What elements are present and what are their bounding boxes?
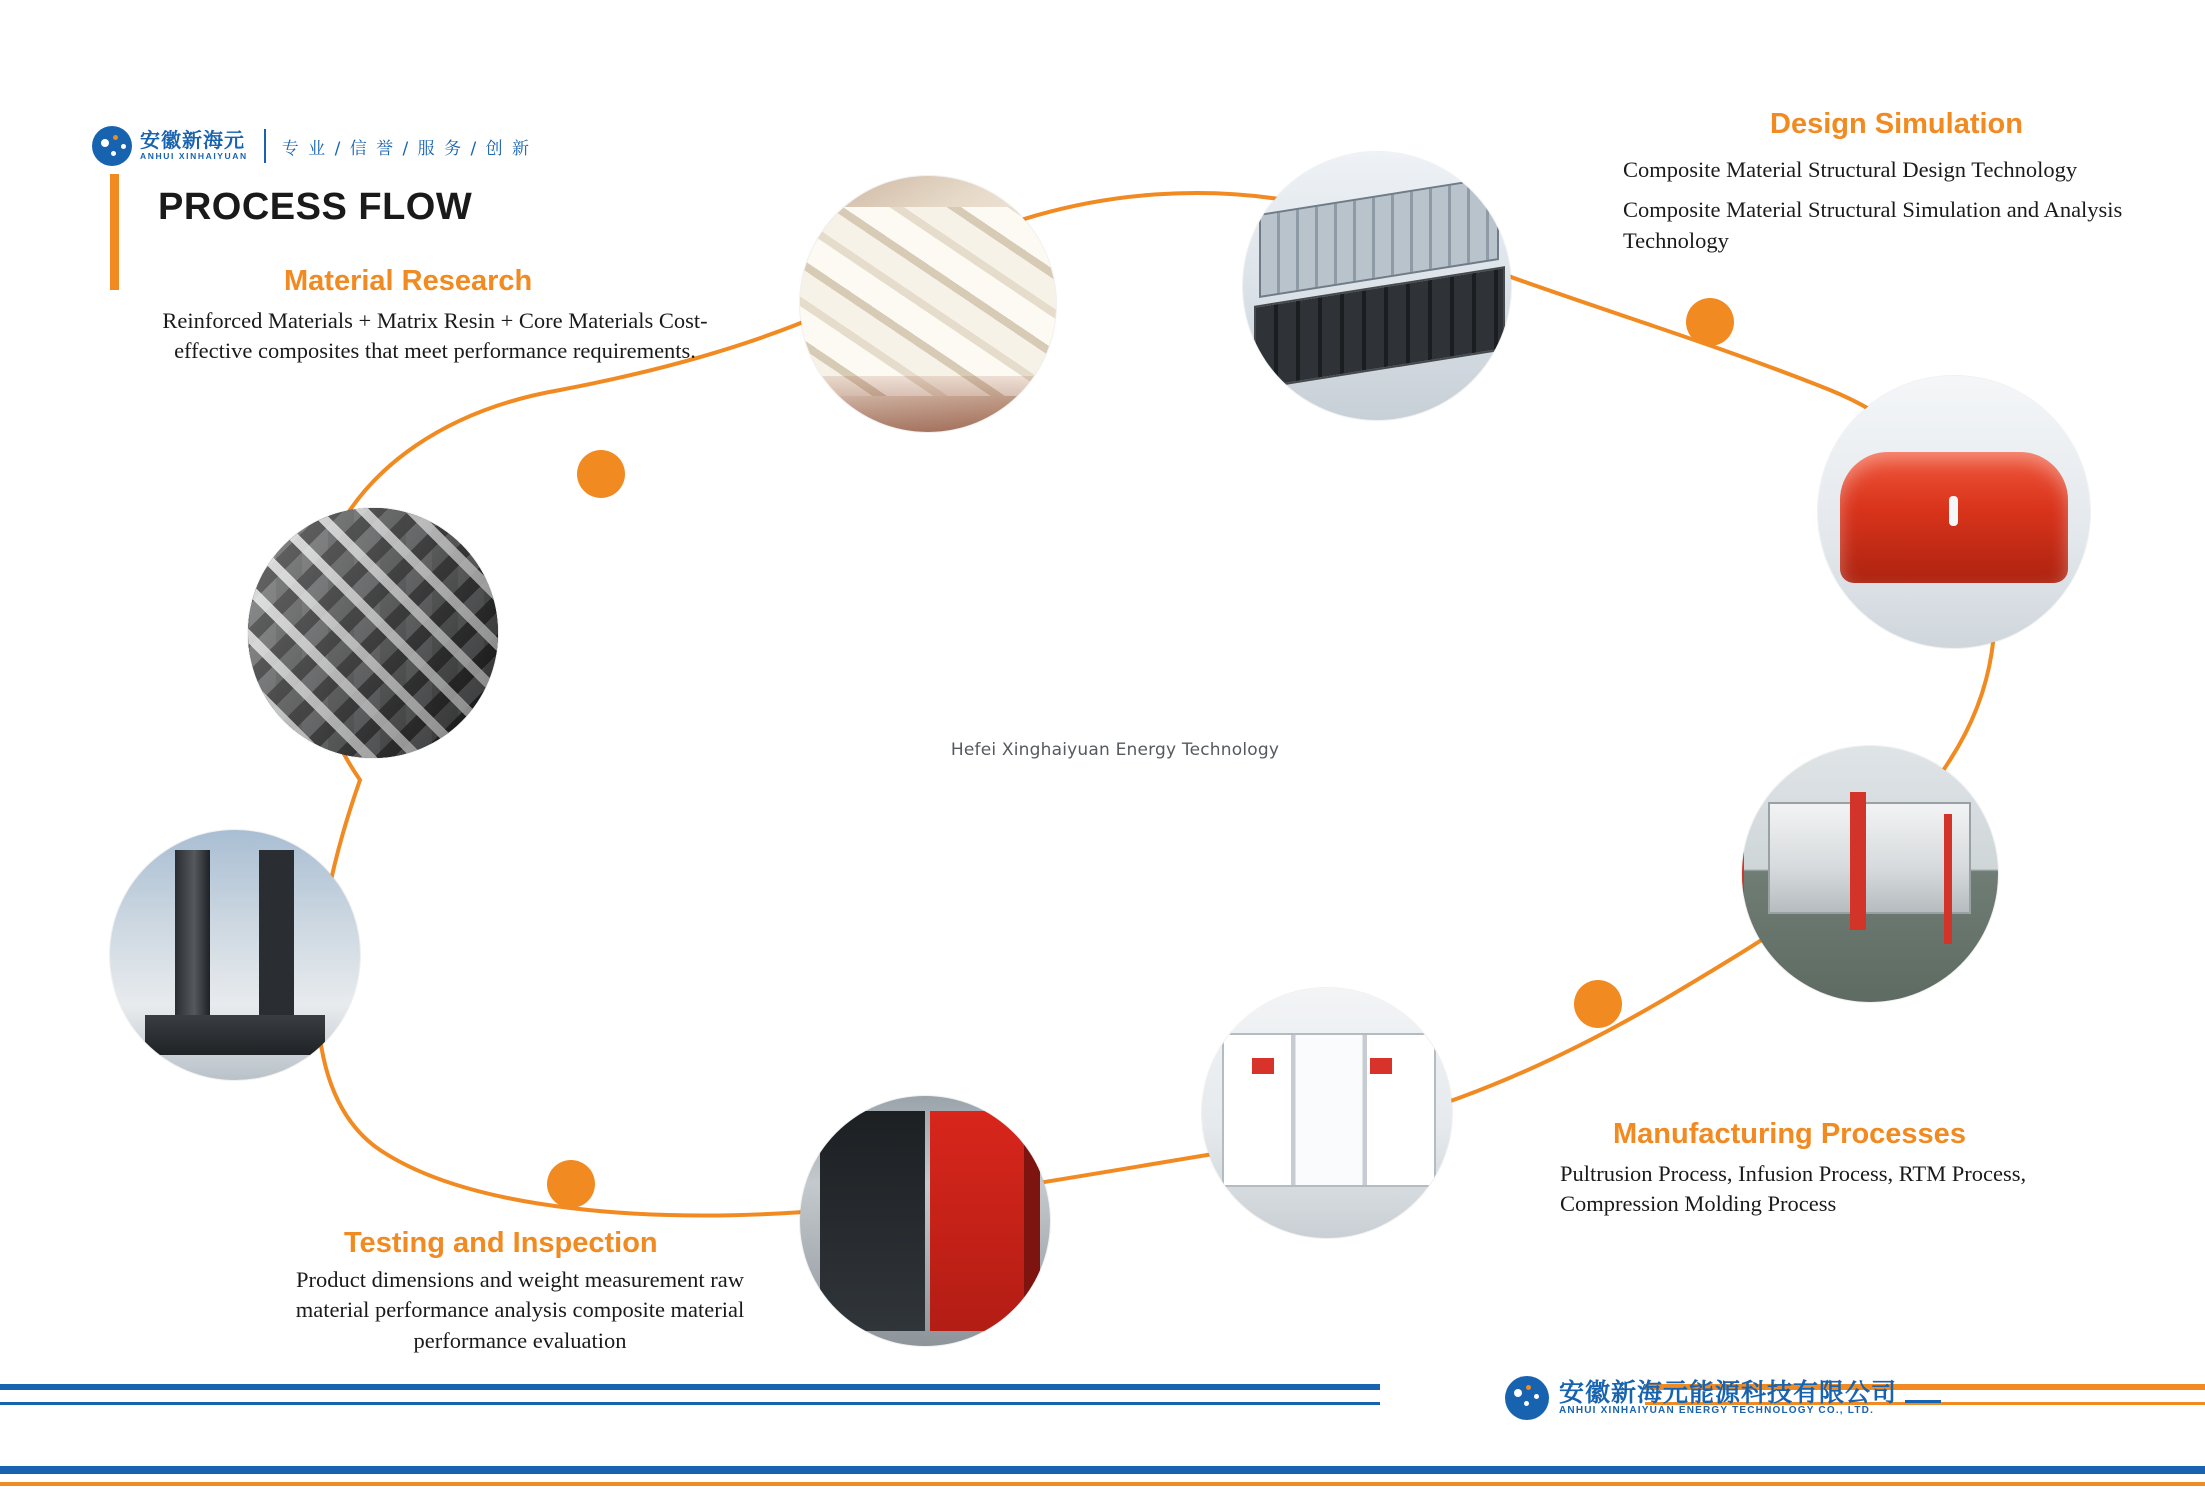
node-manufacturing-line [1742, 746, 1998, 1002]
company-logo-icon [92, 126, 132, 166]
footer-rule-bottom-orange [0, 1482, 2205, 1486]
header-divider [264, 129, 266, 163]
footer-logo-dash [1905, 1400, 1941, 1403]
flow-node-dot [1574, 980, 1622, 1028]
manufacturing-line-1: Pultrusion Process, Infusion Process, [1560, 1161, 1894, 1186]
material-line-1: Reinforced Materials + Matrix Resin + Core Materials [162, 308, 654, 333]
company-logo-icon [1505, 1376, 1549, 1420]
testing-line-1: Product dimensions and weight measurement [295, 1267, 705, 1292]
flow-node-dot [547, 1160, 595, 1208]
node-design-pack [1243, 152, 1511, 420]
section-title-design-simulation: Design Simulation [1770, 108, 2023, 140]
page-title-accent-bar [110, 174, 119, 290]
section-body-material-research [140, 306, 730, 367]
footer-rule-blue-left-thin [0, 1402, 1380, 1405]
design-line-2: Composite Material Structural Simulation and Analysis [1623, 197, 2123, 223]
section-title-material-research: Material Research [284, 265, 533, 297]
page-title: PROCESS FLOW [158, 186, 473, 228]
material-line-2: Cost-effective composites that [174, 308, 708, 364]
section-title-manufacturing-processes: Manufacturing Processes [1613, 1118, 1966, 1150]
footer-company-en: ANHUI XINHAIYUAN ENERGY TECHNOLOGY CO., LTD. [1559, 1404, 1875, 1416]
footer-rule-bottom-blue [0, 1466, 2205, 1474]
node-testing-chamber [800, 1096, 1050, 1346]
testing-line-3: composite material performance evaluation [413, 1297, 745, 1353]
section-body-design-simulation [1623, 155, 2153, 256]
testing-line-2: raw material performance analysis [295, 1267, 745, 1323]
section-title-testing-inspection: Testing and Inspection [344, 1227, 658, 1259]
company-name-en: ANHUI XINHAIYUAN [140, 151, 248, 162]
header-slogan: 专 业 / 信 誉 / 服 务 / 创 新 [281, 138, 532, 159]
manufacturing-line-2: RTM Process, Compression Molding Process [1560, 1161, 2027, 1217]
flow-node-dot [1686, 298, 1734, 346]
footer-logo [1505, 1376, 1897, 1420]
material-line-3: meet performance requirements. [404, 338, 696, 364]
node-testing-cabinets [1202, 988, 1452, 1238]
design-line-3: Technology [1623, 227, 1729, 253]
footer-rule-blue-left [0, 1384, 1380, 1390]
flow-node-dot [577, 450, 625, 498]
design-line-1: Composite Material Structural Design Technology [1623, 157, 2078, 182]
footer-company-block [1559, 1380, 1897, 1417]
center-caption: Hefei Xinghaiyuan Energy Technology [950, 740, 1280, 760]
footer-company-cn: 安徽新海元能源科技有限公司 [1559, 1378, 1898, 1407]
company-name-block [140, 131, 248, 161]
header-logo [92, 126, 531, 166]
node-material-foam [800, 176, 1056, 432]
section-body-manufacturing-processes [1560, 1159, 2120, 1220]
node-material-fiber [248, 508, 498, 758]
footer [0, 1376, 2205, 1496]
node-testing-machine [110, 830, 360, 1080]
section-body-testing-inspection [270, 1265, 770, 1356]
company-name-cn: 安徽新海元 [140, 130, 245, 153]
node-design-mold [1818, 376, 2090, 648]
